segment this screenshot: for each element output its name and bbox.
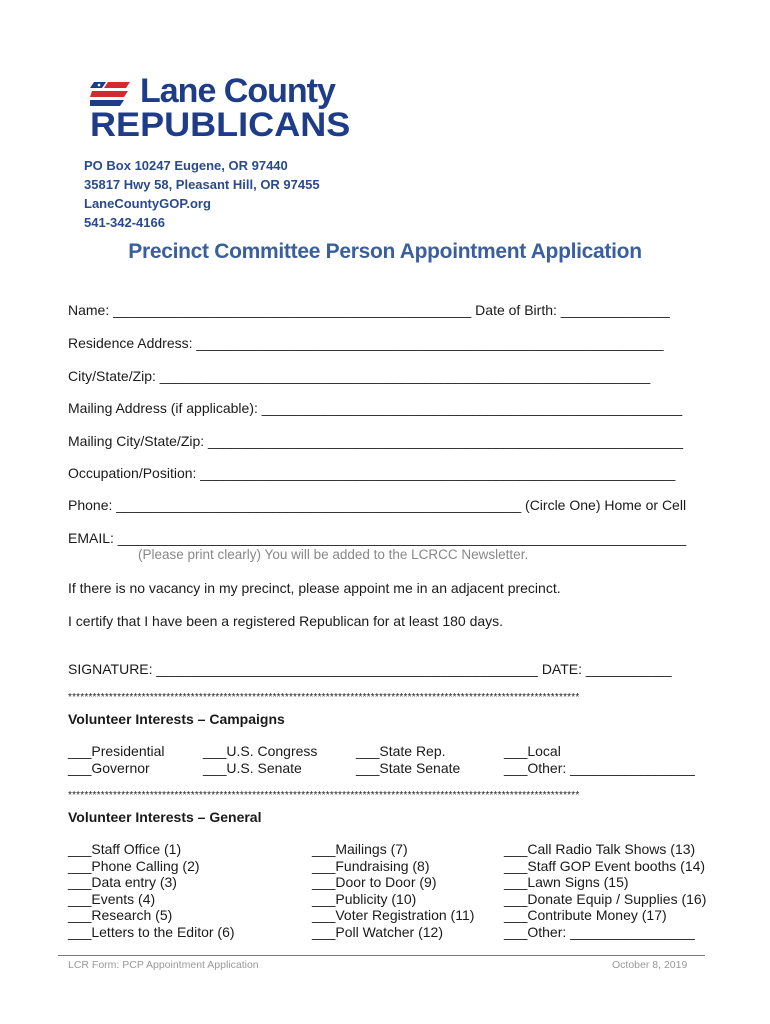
phone-field[interactable]: Phone: ____________________________________________________ (Circle One) Home or Cell — [68, 497, 687, 513]
logo-line-2: REPUBLICANS — [90, 106, 351, 144]
mailing-city-field[interactable]: Mailing City/State/Zip: _____________________________________________________________ — [68, 433, 684, 449]
checkbox-option[interactable]: ___Letters to the Editor (6) — [68, 923, 235, 940]
name-dob-field[interactable]: Name: ______________________________________________ Date of Birth: ______________ — [68, 302, 670, 318]
footer-rule — [58, 955, 705, 956]
flag-swoosh-icon — [90, 80, 142, 108]
checkbox-option[interactable]: ___Publicity (10) — [312, 890, 417, 907]
checkbox-option[interactable]: ___Staff GOP Event booths (14) — [504, 857, 706, 874]
email-note: (Please print clearly) You will be added to the LCRCC Newsletter. — [138, 547, 529, 562]
form-title: Precinct Committee Person Appointment Application — [128, 240, 642, 263]
mailing-address-field[interactable]: Mailing Address (if applicable): ______________________________________________________ — [68, 400, 683, 416]
checkbox-option[interactable]: ___U.S. Congress — [203, 743, 318, 759]
checkbox-option[interactable]: ___Fundraising (8) — [312, 857, 430, 874]
campaigns-heading: Volunteer Interests – Campaigns — [68, 711, 285, 727]
checkbox-option[interactable]: ___Events (4) — [68, 890, 156, 907]
website-link[interactable]: LaneCountyGOP.org — [84, 196, 211, 211]
checkbox-option[interactable]: ___State Senate — [356, 760, 461, 776]
checkbox-option[interactable]: ___Presidential — [68, 743, 165, 759]
signature-date-field[interactable]: SIGNATURE: _________________________________________________ DATE: ___________ — [68, 661, 672, 677]
email-field[interactable]: EMAIL: _________________________________________________________________________ — [68, 530, 687, 546]
logo-line-1: Lane County — [140, 72, 335, 110]
checkbox-option[interactable]: ___Data entry (3) — [68, 874, 177, 890]
address-line: PO Box 10247 Eugene, OR 97440 — [84, 158, 288, 173]
general-heading: Volunteer Interests – General — [68, 809, 262, 825]
checkbox-option[interactable]: ___Contribute Money (17) — [504, 907, 667, 923]
checkbox-option[interactable]: ___Research (5) — [68, 907, 173, 923]
address-line: 35817 Hwy 58, Pleasant Hill, OR 97455 — [84, 177, 320, 192]
separator-line: ***************************************************************************************************************************** — [68, 692, 580, 703]
checkbox-option[interactable]: ___Other: ________________ — [504, 760, 695, 776]
checkbox-option[interactable]: ___Other: ________________ — [504, 923, 695, 940]
checkbox-option[interactable]: ___Governor — [68, 760, 150, 776]
campaigns-column-2 — [203, 743, 317, 777]
checkbox-option[interactable]: ___State Rep. — [356, 743, 446, 759]
checkbox-option[interactable]: ___Staff Office (1) — [68, 841, 182, 857]
vacancy-statement: If there is no vacancy in my precinct, please appoint me in an adjacent precinct. — [68, 580, 561, 596]
checkbox-option[interactable]: ___U.S. Senate — [203, 760, 302, 776]
general-column-2 — [312, 841, 474, 940]
checkbox-option[interactable]: ___Lawn Signs (15) — [504, 874, 629, 890]
separator-line: ***************************************************************************************************************************** — [68, 790, 580, 801]
checkbox-option[interactable]: ___Phone Calling (2) — [68, 857, 200, 874]
checkbox-option[interactable]: ___Voter Registration (11) — [312, 907, 475, 923]
city-state-zip-field[interactable]: City/State/Zip: _______________________________________________________________ — [68, 368, 651, 384]
general-column-1 — [68, 841, 235, 940]
campaigns-column-3 — [356, 743, 460, 777]
general-column-3 — [504, 841, 706, 940]
checkbox-option[interactable]: ___Mailings (7) — [312, 841, 408, 857]
certify-statement: I certify that I have been a registered Republican for at least 180 days. — [68, 613, 504, 629]
footer-date: October 8, 2019 — [612, 959, 688, 971]
campaigns-column-4 — [504, 743, 695, 777]
checkbox-option[interactable]: ___Call Radio Talk Shows (13) — [504, 841, 696, 857]
residence-address-field[interactable]: Residence Address: ____________________________________________________________ — [68, 335, 664, 351]
occupation-field[interactable]: Occupation/Position: _____________________________________________________________ — [68, 465, 676, 481]
checkbox-option[interactable]: ___Door to Door (9) — [312, 874, 437, 890]
footer-form-name: LCR Form: PCP Appointment Application — [68, 959, 259, 971]
contact-address-block — [84, 156, 320, 232]
checkbox-option[interactable]: ___Local — [504, 743, 561, 759]
phone-number: 541-342-4166 — [84, 215, 165, 230]
checkbox-option[interactable]: ___Poll Watcher (12) — [312, 923, 443, 940]
campaigns-column-1 — [68, 743, 165, 777]
checkbox-option[interactable]: ___Donate Equip / Supplies (16) — [504, 890, 707, 907]
